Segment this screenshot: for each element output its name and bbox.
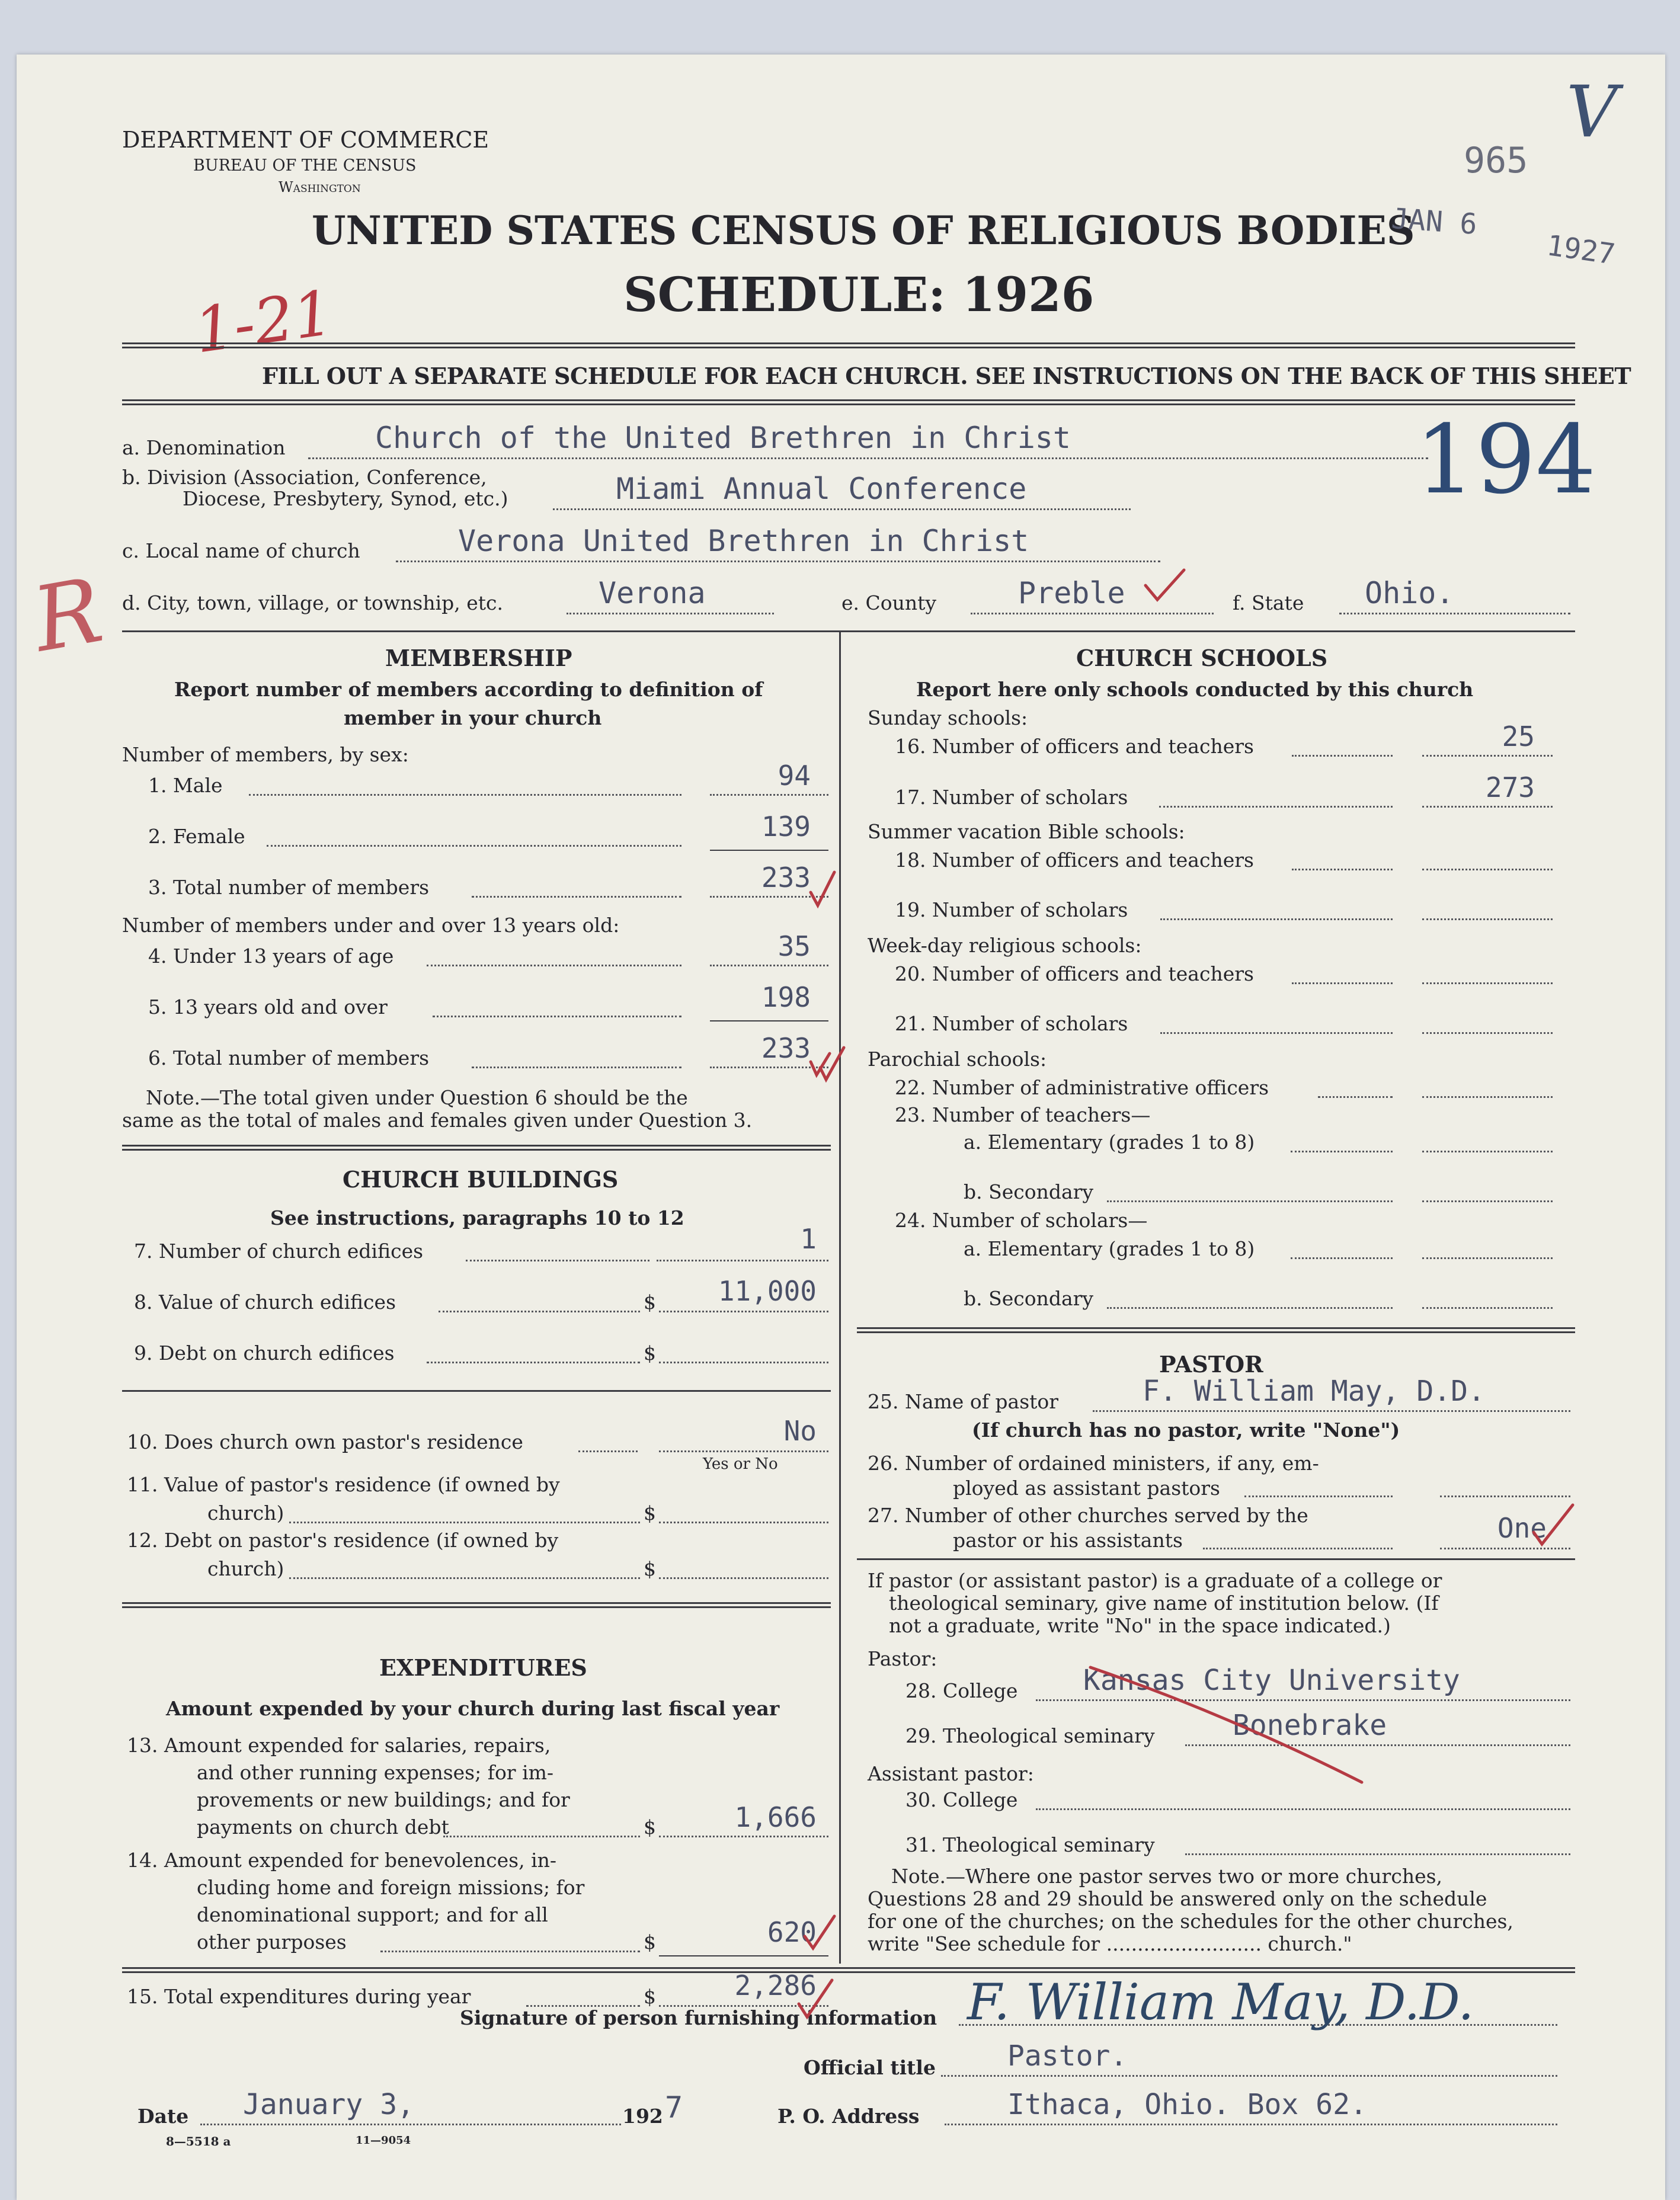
state-label: f. State	[1233, 591, 1304, 614]
q25-pastor-name-value: F. William May, D.D.	[1143, 1375, 1485, 1408]
q13-label-3: provements or new buildings; and for	[197, 1788, 570, 1811]
q9-label: 9. Debt on church edifices	[134, 1341, 395, 1365]
division-label-2: Diocese, Presbytery, Synod, etc.)	[183, 487, 508, 510]
q8-dollar: $	[644, 1290, 656, 1314]
signature-value: F. William May, D.D.	[967, 1973, 1474, 2031]
q23b-label: b. Secondary	[964, 1180, 1094, 1203]
q9-dollar: $	[644, 1341, 656, 1365]
q20-label: 20. Number of officers and teachers	[895, 962, 1254, 985]
schools-title: CHURCH SCHOOLS	[1076, 645, 1328, 671]
local-name-label: c. Local name of church	[122, 539, 360, 562]
q3-label: 3. Total number of members	[148, 876, 430, 899]
q29-seminary-value: Bonebrake	[1233, 1709, 1387, 1742]
q29-label: 29. Theological seminary	[905, 1724, 1155, 1747]
city-heading: Washington	[279, 179, 361, 196]
denomination-label: a. Denomination	[122, 436, 286, 459]
q28-label: 28. College	[905, 1679, 1018, 1702]
po-address-value: Ithaca, Ohio. Box 62.	[1007, 2088, 1367, 2121]
q13-label-4: payments on church debt	[197, 1815, 449, 1839]
signature-label: Signature of person furnishing information	[460, 2006, 937, 2029]
q14-benevolences-value: 620	[767, 1916, 817, 1948]
city-label: d. City, town, village, or township, etc.	[122, 591, 504, 614]
membership-note-2: same as the total of males and females given under Question 3.	[122, 1109, 753, 1132]
q24a-label: a. Elementary (grades 1 to 8)	[964, 1237, 1255, 1260]
q7-label: 7. Number of church edifices	[134, 1240, 424, 1263]
department-heading: DEPARTMENT OF COMMERCE	[122, 127, 489, 153]
q6-label: 6. Total number of members	[148, 1046, 430, 1069]
q14-check-mark	[805, 1916, 834, 1948]
pastor-note-1: Note.—Where one pastor serves two or more churches,	[891, 1865, 1443, 1888]
county-value: Preble	[1018, 576, 1125, 610]
year-prefix: 192	[622, 2105, 663, 2128]
official-title-value: Pastor.	[1007, 2039, 1128, 2073]
q16-sunday-teachers-value: 25	[1502, 720, 1535, 752]
state-value: Ohio.	[1365, 576, 1454, 610]
q14-label-2: cluding home and foreign missions; for	[197, 1876, 585, 1899]
red-handwritten-code: 1-21	[190, 276, 338, 367]
q31-label: 31. Theological seminary	[905, 1833, 1155, 1856]
pastor-note-2: Questions 28 and 29 should be answered only on the schedule	[868, 1887, 1487, 1910]
q15-label: 15. Total expenditures during year	[127, 1985, 471, 2008]
q12-label-2: church)	[207, 1557, 284, 1580]
q26-label-1: 26. Number of ordained ministers, if any, em-	[868, 1452, 1319, 1475]
schedule-year: SCHEDULE: 1926	[623, 267, 1095, 322]
q2-label: 2. Female	[148, 825, 245, 848]
q23a-label: a. Elementary (grades 1 to 8)	[964, 1131, 1255, 1154]
division-label-1: b. Division (Association, Conference,	[122, 466, 487, 489]
membership-subtitle-1: Report number of members according to definition of	[174, 678, 763, 701]
q3-check-mark	[811, 872, 834, 905]
q27-label-2: pastor or his assistants	[953, 1529, 1183, 1552]
instruction-banner: FILL OUT A SEPARATE SCHEDULE FOR EACH CHURCH. SEE INSTRUCTIONS ON THE BACK OF THIS SHEET	[262, 363, 1631, 389]
buildings-subtitle: See instructions, paragraphs 10 to 12	[270, 1206, 684, 1229]
q4-under13-value: 35	[777, 930, 811, 962]
q15-dollar: $	[644, 1985, 656, 2008]
q14-label-4: other purposes	[197, 1930, 347, 1954]
q13-label-1: 13. Amount expended for salaries, repairs,	[127, 1734, 551, 1757]
q10-label: 10. Does church own pastor's residence	[127, 1430, 523, 1453]
red-letter-mark: R	[25, 559, 110, 673]
q18-label: 18. Number of officers and teachers	[895, 848, 1254, 872]
q3-total-value: 233	[761, 862, 811, 894]
q5-over13-value: 198	[761, 981, 811, 1013]
county-check-mark	[1145, 570, 1184, 600]
q14-label-1: 14. Amount expended for benevolences, in-	[127, 1849, 557, 1872]
q6-check-mark	[811, 1048, 844, 1080]
members-by-sex-label: Number of members, by sex:	[122, 743, 409, 766]
received-stamp-year: 1927	[1544, 229, 1617, 271]
blue-handwritten-number: 194	[1415, 404, 1596, 515]
q15-total-expenditures-value: 2,286	[734, 1970, 817, 2002]
annotation-marks-layer	[17, 55, 1665, 2200]
q19-label: 19. Number of scholars	[895, 898, 1128, 921]
q17-label: 17. Number of scholars	[895, 786, 1128, 809]
expenditures-title: EXPENDITURES	[379, 1654, 587, 1681]
q14-dollar: $	[644, 1930, 656, 1954]
q6-total-value: 233	[761, 1032, 811, 1064]
q12-label-1: 12. Debt on pastor's residence (if owned by	[127, 1529, 559, 1552]
official-title-label: Official title	[804, 2056, 936, 2079]
q14-label-3: denominational support; and for all	[197, 1903, 548, 1926]
parochial-schools-label: Parochial schools:	[868, 1048, 1047, 1071]
po-address-label: P. O. Address	[777, 2105, 920, 2128]
q17-sunday-scholars-value: 273	[1485, 771, 1535, 803]
division-value: Miami Annual Conference	[616, 472, 1027, 506]
q30-label: 30. College	[905, 1788, 1018, 1811]
q13-dollar: $	[644, 1815, 656, 1839]
q13-label-2: and other running expenses; for im-	[197, 1761, 554, 1784]
file-number-stamp: 965	[1464, 140, 1528, 181]
college-strike-line	[1090, 1667, 1362, 1782]
denomination-value: Church of the United Brethren in Christ	[375, 421, 1071, 455]
q27-label-1: 27. Number of other churches served by the	[868, 1504, 1308, 1527]
weekday-schools-label: Week-day religious schools:	[868, 934, 1142, 957]
sunday-schools-label: Sunday schools:	[868, 706, 1028, 729]
pastor-title: PASTOR	[1159, 1351, 1263, 1378]
form-title: UNITED STATES CENSUS OF RELIGIOUS BODIES	[312, 207, 1415, 254]
q27-check-mark	[1534, 1505, 1573, 1544]
q11-label-1: 11. Value of pastor's residence (if owned by	[127, 1473, 560, 1496]
q21-label: 21. Number of scholars	[895, 1012, 1128, 1035]
q25-label: 25. Name of pastor	[868, 1390, 1059, 1413]
city-value: Verona	[599, 576, 706, 610]
print-number: 11—9054	[356, 2134, 411, 2147]
q15-check-mark	[799, 1980, 832, 2017]
form-number: 8—5518 a	[166, 2134, 231, 2148]
q16-label: 16. Number of officers and teachers	[895, 735, 1254, 758]
date-label: Date	[137, 2105, 189, 2128]
q11-dollar: $	[644, 1501, 656, 1525]
assistant-pastor-sublabel: Assistant pastor:	[868, 1762, 1034, 1785]
year-digit: 7	[665, 2090, 683, 2125]
graduate-instruction-3: not a graduate, write "No" in the space indicated.)	[889, 1614, 1391, 1637]
membership-note-1: Note.—The total given under Question 6 should be the	[146, 1086, 688, 1109]
bureau-heading: BUREAU OF THE CENSUS	[193, 156, 417, 175]
q10-hint: Yes or No	[703, 1455, 778, 1473]
date-value: January 3,	[243, 2088, 414, 2121]
buildings-title: CHURCH BUILDINGS	[343, 1166, 619, 1193]
q27-other-churches-value: One	[1497, 1512, 1547, 1544]
q8-value-edifices: 11,000	[718, 1275, 817, 1307]
members-by-age-label: Number of members under and over 13 years old:	[122, 914, 620, 937]
pastor-note-4: write "See schedule for ......................... church."	[868, 1932, 1352, 1955]
q7-edifices-value: 1	[800, 1223, 817, 1255]
q2-female-value: 139	[761, 811, 811, 843]
q1-label: 1. Male	[148, 774, 223, 797]
q8-label: 8. Value of church edifices	[134, 1290, 396, 1314]
summer-schools-label: Summer vacation Bible schools:	[868, 820, 1185, 843]
q10-residence-value: No	[783, 1415, 817, 1447]
q1-male-value: 94	[777, 760, 811, 792]
q4-label: 4. Under 13 years of age	[148, 944, 394, 968]
q25-hint: (If church has no pastor, write "None")	[972, 1418, 1400, 1442]
q26-label-2: ployed as assistant pastors	[953, 1477, 1220, 1500]
expenditures-subtitle: Amount expended by your church during last fiscal year	[166, 1697, 780, 1720]
received-stamp-date: JAN 6	[1390, 202, 1479, 241]
q11-label-2: church)	[207, 1501, 284, 1525]
local-name-value: Verona United Brethren in Christ	[458, 524, 1029, 558]
membership-subtitle-2: member in your church	[344, 706, 602, 729]
census-schedule-sheet	[17, 55, 1665, 2200]
q13-running-expenses-value: 1,666	[734, 1801, 817, 1833]
q24b-label: b. Secondary	[964, 1287, 1094, 1310]
graduate-instruction-1: If pastor (or assistant pastor) is a graduate of a college or	[868, 1569, 1442, 1592]
pastor-note-3: for one of the churches; on the schedules for the other churches,	[868, 1910, 1513, 1933]
county-label: e. County	[841, 591, 937, 614]
q5-label: 5. 13 years old and over	[148, 995, 388, 1019]
q28-college-value: Kansas City University	[1083, 1664, 1460, 1697]
q22-label: 22. Number of administrative officers	[895, 1076, 1269, 1099]
membership-title: MEMBERSHIP	[385, 645, 572, 671]
schools-subtitle: Report here only schools conducted by this church	[916, 678, 1474, 701]
graduate-instruction-2: theological seminary, give name of institution below. (If	[889, 1591, 1439, 1615]
q23-label: 23. Number of teachers—	[895, 1103, 1151, 1126]
q12-dollar: $	[644, 1557, 656, 1580]
check-mark: V	[1566, 71, 1618, 153]
q24-label: 24. Number of scholars—	[895, 1209, 1148, 1232]
pastor-sublabel: Pastor:	[868, 1647, 937, 1670]
